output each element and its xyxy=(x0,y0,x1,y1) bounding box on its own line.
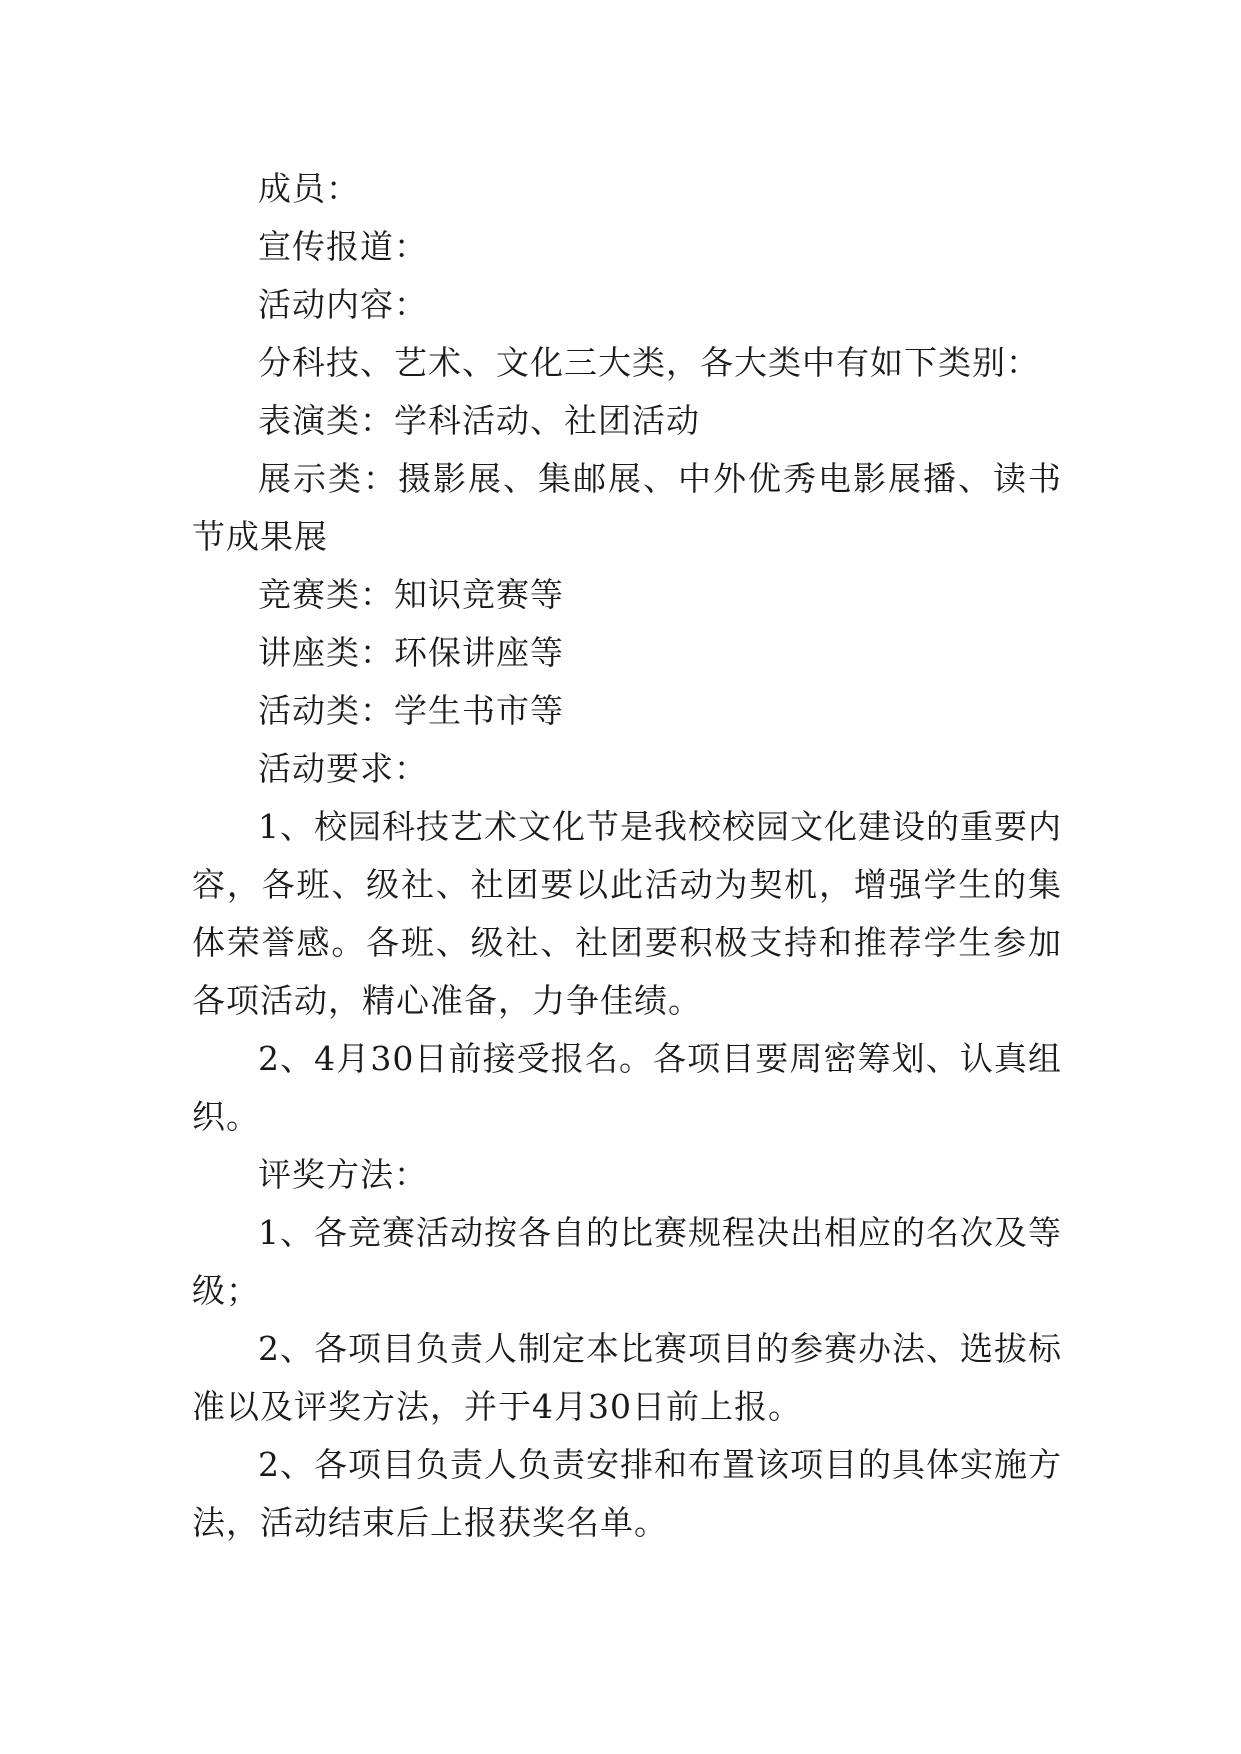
heading-award-method: 评奖方法： xyxy=(258,1155,428,1194)
paragraph-lecture: 讲座类：环保讲座等 xyxy=(258,633,564,672)
paragraph-competition: 竞赛类：知识竞赛等 xyxy=(258,575,564,614)
paragraph-publicity: 宣传报道： xyxy=(258,227,428,266)
paragraph-award-2: 2、各项目负责人制定本比赛项目的参赛办法、选拔标准以及评奖方法，并于4月30日前上报。 xyxy=(192,1329,1062,1426)
paragraph-award-3: 2、各项目负责人负责安排和布置该项目的具体实施方法，活动结束后上报获奖名单。 xyxy=(192,1445,1062,1542)
paragraph-requirement-1: 1、校园科技艺术文化节是我校校园文化建设的重要内容，各班、级社、社团要以此活动为契机，增强学生的集体荣誉感。各班、级社、社团要积极支持和推荐学生参加各项活动，精心准备，力争佳绩。 xyxy=(192,807,1062,1020)
paragraph-requirement-2: 2、4月30日前接受报名。各项目要周密筹划、认真组织。 xyxy=(192,1039,1062,1136)
paragraph-activity: 活动类：学生书市等 xyxy=(258,691,564,730)
document-body xyxy=(192,160,1062,1552)
heading-activity-content: 活动内容： xyxy=(258,285,428,324)
heading-activity-requirements: 活动要求： xyxy=(258,749,428,788)
paragraph-categories: 分科技、艺术、文化三大类，各大类中有如下类别： xyxy=(258,343,1040,382)
paragraph-exhibition: 展示类：摄影展、集邮展、中外优秀电影展播、读书节成果展 xyxy=(192,459,1062,556)
paragraph-award-1: 1、各竞赛活动按各自的比赛规程决出相应的名次及等级； xyxy=(192,1213,1062,1310)
paragraph-performance: 表演类：学科活动、社团活动 xyxy=(258,401,700,440)
paragraph-members: 成员： xyxy=(258,169,360,208)
